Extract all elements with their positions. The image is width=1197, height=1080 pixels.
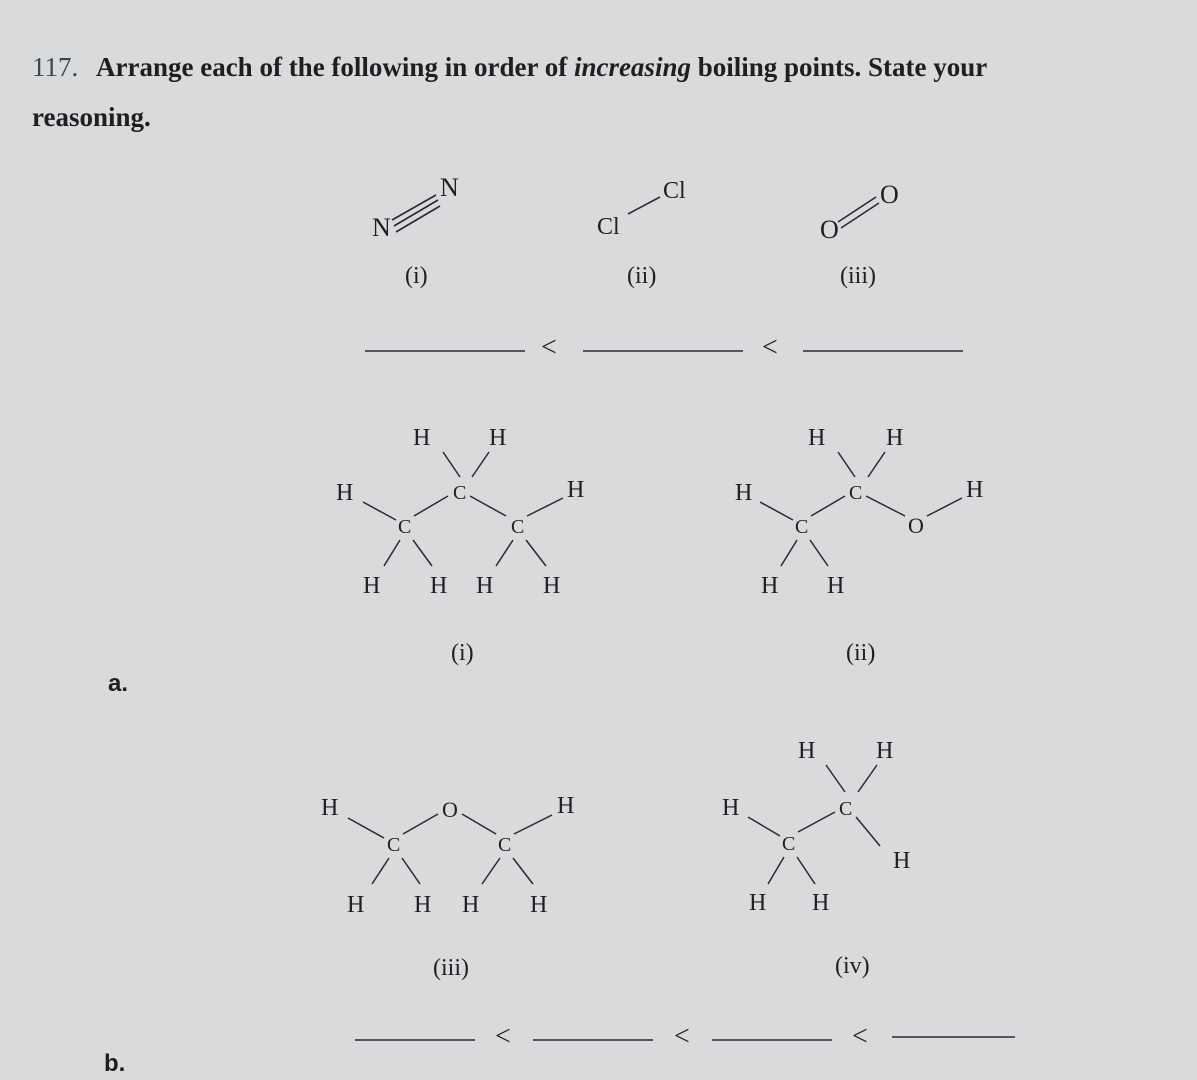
bond-line [798, 812, 835, 832]
molecule-chlorine [597, 178, 686, 289]
label-row1-i: (i) [405, 263, 428, 289]
atom-h: H [876, 738, 894, 764]
atom-h: H [761, 573, 779, 599]
question-text-line2: reasoning. [32, 102, 151, 132]
bond-line [868, 452, 885, 477]
bond-line [927, 498, 962, 516]
bond-line [866, 496, 905, 516]
bond-line [470, 496, 506, 516]
atom-n-left: N [372, 213, 391, 242]
atom-h: H [893, 848, 911, 874]
molecule-b-iii [321, 793, 574, 981]
molecule-b-iv [722, 738, 910, 979]
less-than-sign: < [852, 1021, 868, 1052]
bond-line [628, 197, 660, 214]
bond-line [810, 540, 828, 566]
bond-line [392, 195, 436, 220]
question-text-prefix: Arrange each of the following in order of [96, 52, 574, 82]
atom-h: H [363, 573, 381, 599]
atom-o: O [908, 513, 924, 538]
bond-line [781, 540, 797, 566]
bond-line [514, 815, 552, 834]
atom-h: H [722, 795, 740, 821]
bond-line [443, 452, 460, 477]
bond-line [462, 814, 496, 834]
question-text-suffix: boiling points. State your [690, 52, 988, 82]
bond-line [482, 858, 500, 884]
atom-c: C [498, 834, 512, 856]
label-row1-iii: (iii) [840, 263, 876, 289]
label-b-iv: (iv) [835, 953, 870, 979]
atom-h: H [543, 573, 561, 599]
bond-line [348, 818, 384, 838]
atom-cl-right: Cl [663, 178, 686, 204]
bond-line [394, 200, 438, 226]
bond-line [811, 496, 845, 516]
molecule-a-ii [735, 425, 983, 666]
atom-h: H [489, 425, 507, 451]
atom-h: H [336, 480, 354, 506]
bond-line [760, 502, 793, 520]
part-b-marker: b. [104, 1050, 126, 1077]
label-a-i: (i) [451, 640, 474, 666]
question-number: 117. [32, 52, 79, 82]
atom-c: C [511, 516, 525, 538]
atom-h: H [749, 890, 767, 916]
atom-h: H [462, 892, 480, 918]
less-than-sign: < [541, 332, 557, 363]
atom-h: H [530, 892, 548, 918]
less-than-sign: < [762, 332, 778, 363]
less-than-sign: < [674, 1021, 690, 1052]
bond-line [363, 502, 396, 520]
atom-h: H [557, 793, 575, 819]
bond-line [748, 817, 780, 836]
atom-o-left: O [820, 215, 839, 244]
atom-h: H [812, 890, 830, 916]
atom-c: C [387, 834, 401, 856]
atom-o-right: O [880, 180, 899, 209]
bond-line [496, 540, 513, 566]
atom-c: C [782, 833, 796, 855]
bond-line [372, 858, 389, 884]
bond-line [384, 540, 400, 566]
label-a-ii: (ii) [846, 640, 876, 666]
atom-h: H [476, 573, 494, 599]
part-a-marker: a. [108, 670, 129, 697]
atom-h: H [321, 795, 339, 821]
atom-h: H [414, 892, 432, 918]
bond-line [526, 540, 546, 566]
atom-h: H [430, 573, 448, 599]
bond-line [472, 452, 489, 477]
atom-h: H [567, 477, 585, 503]
atom-h: H [798, 738, 816, 764]
atom-c: C [849, 482, 863, 504]
molecule-oxygen [820, 180, 899, 289]
atom-h: H [347, 892, 365, 918]
atom-cl-left: Cl [597, 214, 620, 240]
atom-c: C [453, 482, 467, 504]
atom-c: C [795, 516, 809, 538]
bond-line [856, 817, 880, 846]
less-than-sign: < [495, 1021, 511, 1052]
bond-line [403, 814, 438, 834]
question-text-emphasis: increasing [573, 52, 691, 82]
molecule-a-i [336, 425, 584, 666]
label-b-iii: (iii) [433, 955, 469, 981]
bond-line [838, 452, 855, 477]
atom-h: H [827, 573, 845, 599]
atom-h: H [735, 480, 753, 506]
atom-c: C [839, 798, 853, 820]
bond-line [527, 498, 563, 516]
bond-line [768, 857, 784, 884]
bond-line [513, 858, 533, 884]
bond-line [402, 858, 420, 884]
atom-c: C [398, 516, 412, 538]
atom-h: H [413, 425, 431, 451]
bond-line [413, 540, 432, 566]
atom-h: H [966, 477, 984, 503]
atom-h: H [886, 425, 904, 451]
bond-line [396, 206, 440, 232]
label-row1-ii: (ii) [627, 263, 657, 289]
atom-h: H [808, 425, 826, 451]
bond-line [797, 857, 815, 884]
atom-o: O [442, 797, 458, 822]
bond-line [826, 765, 845, 792]
bond-line [858, 765, 877, 792]
bond-line [414, 496, 448, 516]
atom-n-right: N [440, 173, 459, 202]
molecule-nitrogen [372, 173, 459, 289]
